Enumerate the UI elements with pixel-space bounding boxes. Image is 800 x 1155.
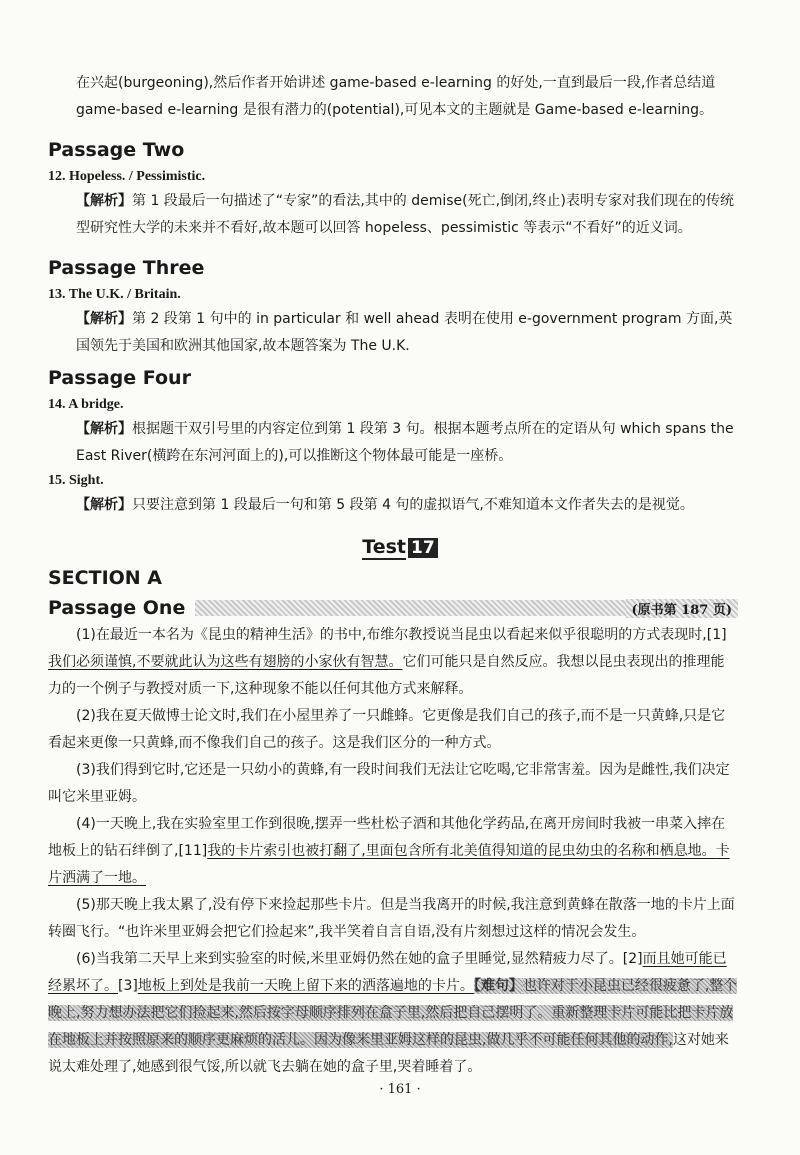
passage-one-header <box>48 596 738 620</box>
p6-marker-3: [3] <box>118 978 138 994</box>
difficult-sentence-tag: 【难句】 <box>473 978 523 994</box>
p6-underlined-3: 地板上到处是我前一天晚上留下来的洒落遍地的卡片。 <box>137 978 474 994</box>
question-14-number: 14. <box>48 397 66 412</box>
p1-text-a: (1)在最近一本名为《昆虫的精神生活》的书中,布维尔教授说当昆虫以看起来似乎很聪明的方式表现时, <box>76 627 707 643</box>
question-15-answer <box>48 470 738 492</box>
p6-shaded-text: 也许对于小昆虫已经很疲惫了,整个晚上,努力想办法把它们捡起来,然后按字母顺序排列在盒子里,然后把自己摆明了。重新整理卡片可能比把卡片放在地板上并按照原来的顺序更麻烦的活儿。因为像米里亚姆这样的昆虫,做几乎不可能任何其他的动作, <box>48 978 738 1048</box>
p6-underlined-2: 而且她可能已经累坏了。 <box>48 951 727 994</box>
question-14-answer-text: A bridge. <box>68 397 124 412</box>
test-number-badge: 17 <box>408 538 438 558</box>
section-a-title: SECTION A <box>48 567 163 589</box>
p4-underlined: 我的卡片索引也被打翻了,里面包含所有北美值得知道的昆虫幼虫的名称和栖息地。 <box>207 843 716 859</box>
question-14-answer <box>48 394 738 416</box>
p4-marker: [11] <box>178 843 208 859</box>
translation-paragraph-2: (2)我在夏天做博士论文时,我们在小屋里养了一只雌蜂。它更像是我们自己的孩子,而不是一只黄蜂,只是它看起来更像一只黄蜂,而不像我们自己的孩子。这是我们区分的一种方式。 <box>48 708 726 751</box>
question-13-answer <box>48 284 738 306</box>
intro-line-1: 在兴起(burgeoning),然后作者开始讲述 game-based e-learning 的好处,一直到最后一段,作者总结道 <box>76 75 716 91</box>
question-15-number: 15. <box>48 473 66 488</box>
question-13-number: 13. <box>48 287 66 302</box>
translation-paragraph-5: (5)那天晚上我太累了,没有停下来捡起那些卡片。但是当我离开的时候,我注意到黄蜂在散落一地的卡片上面转圈飞行。“也许米里亚姆会把它们捡起来”,我半笑着自言自语,没有片刻想过这样的情况会发生。 <box>48 897 735 940</box>
question-13-answer-text: The U.K. / Britain. <box>68 287 181 302</box>
passage-two-title: Passage Two <box>48 139 185 161</box>
source-page-reference: (原书第 187 页) <box>626 599 739 618</box>
p1-underlined: 我们必须谨慎,不要就此认为这些有翅膀的小家伙有智慧。 <box>48 654 403 670</box>
hatch-bar <box>195 600 738 616</box>
intro-paragraph <box>48 70 738 124</box>
question-13-analysis <box>48 306 738 360</box>
page-number: · 161 · <box>379 1082 421 1097</box>
question-12-analysis-text: 第 1 段最后一句描述了“专家”的看法,其中的 demise(死亡,倒闭,终止)表明专家对我们现在的传统型研究性大学的未来并不看好,故本题可以回答 hopeless、pessimistic 等表示“不看好”的近义词。 <box>76 193 734 236</box>
p4-text-b: 卡片洒满了一地。 <box>48 843 730 886</box>
passage-three-title: Passage Three <box>48 257 205 279</box>
question-12-analysis <box>48 188 738 242</box>
test-label: Test <box>362 536 407 558</box>
passage-four-block <box>48 366 738 519</box>
question-15-answer-text: Sight. <box>69 473 104 488</box>
p1-marker: [1] <box>706 627 727 643</box>
p6-text-b: 这对她来说太难处理了,她感到很气馁,所以就飞去躺在她的盒子里,哭着睡着了。 <box>48 1032 729 1075</box>
translation-paragraph-1 <box>48 622 738 703</box>
question-12-answer <box>48 166 738 188</box>
question-14-analysis-text: 根据题干双引号里的内容定位到第 1 段第 3 句。根据本题考点所在的定语从句 which spans the East River(横跨在东河河面上的),可以推断这个物体最可能是一座桥。 <box>76 421 734 464</box>
p6-marker-2: [2] <box>622 951 643 967</box>
passage-one-title: Passage One <box>48 597 186 619</box>
intro-line-2: game-based e-learning 是很有潜力的(potential),可见本文的主题就是 Game-based e-learning。 <box>76 102 714 118</box>
p1-text-b: 它们可能只是自然反应。我想以昆虫表现出的推理能力的一个例子与教授对质一下,这种现象不能以任何其他方式来解释。 <box>48 654 725 697</box>
p4-text-a: (4)一天晚上,我在实验室里工作到很晚,摆弄一些杜松子酒和其他化学药品,在离开房间时我被一串菜入摔在地板上的钻石绊倒了, <box>48 816 726 859</box>
question-15-analysis-text: 只要注意到第 1 段最后一句和第 5 段第 4 句的虚拟语气,不难知道本文作者失去的是视觉。 <box>132 497 694 513</box>
passage-two-block <box>48 138 738 242</box>
analysis-tag: 【解析】 <box>76 193 132 209</box>
p6-text-a: (6)当我第二天早上来到实验室的时候,米里亚姆仍然在她的盒子里睡觉,显然精疲力尽了。 <box>76 951 623 967</box>
analysis-tag: 【解析】 <box>76 311 132 327</box>
question-14-analysis <box>48 416 738 470</box>
translation-paragraph-3: (3)我们得到它时,它还是一只幼小的黄蜂,有一段时间我们无法让它吃喝,它非常害羞。因为是雌性,我们决定叫它米里亚姆。 <box>48 762 730 805</box>
analysis-tag: 【解析】 <box>76 497 132 513</box>
section-a-block <box>48 566 738 1081</box>
question-13-analysis-text: 第 2 段第 1 句中的 in particular 和 well ahead 表明在使用 e-government program 方面,英国领先于美国和欧洲其他国家,故本题答案为 The U.K. <box>76 311 733 354</box>
test-heading <box>0 536 800 558</box>
translation-paragraph-4 <box>48 811 738 892</box>
translation-paragraph-6 <box>48 946 738 1081</box>
passage-three-block <box>48 256 738 360</box>
question-15-analysis <box>48 492 738 519</box>
analysis-tag: 【解析】 <box>76 421 132 437</box>
question-12-number: 12. <box>48 169 66 184</box>
passage-four-title: Passage Four <box>48 367 191 389</box>
question-12-answer-text: Hopeless. / Pessimistic. <box>69 169 206 184</box>
